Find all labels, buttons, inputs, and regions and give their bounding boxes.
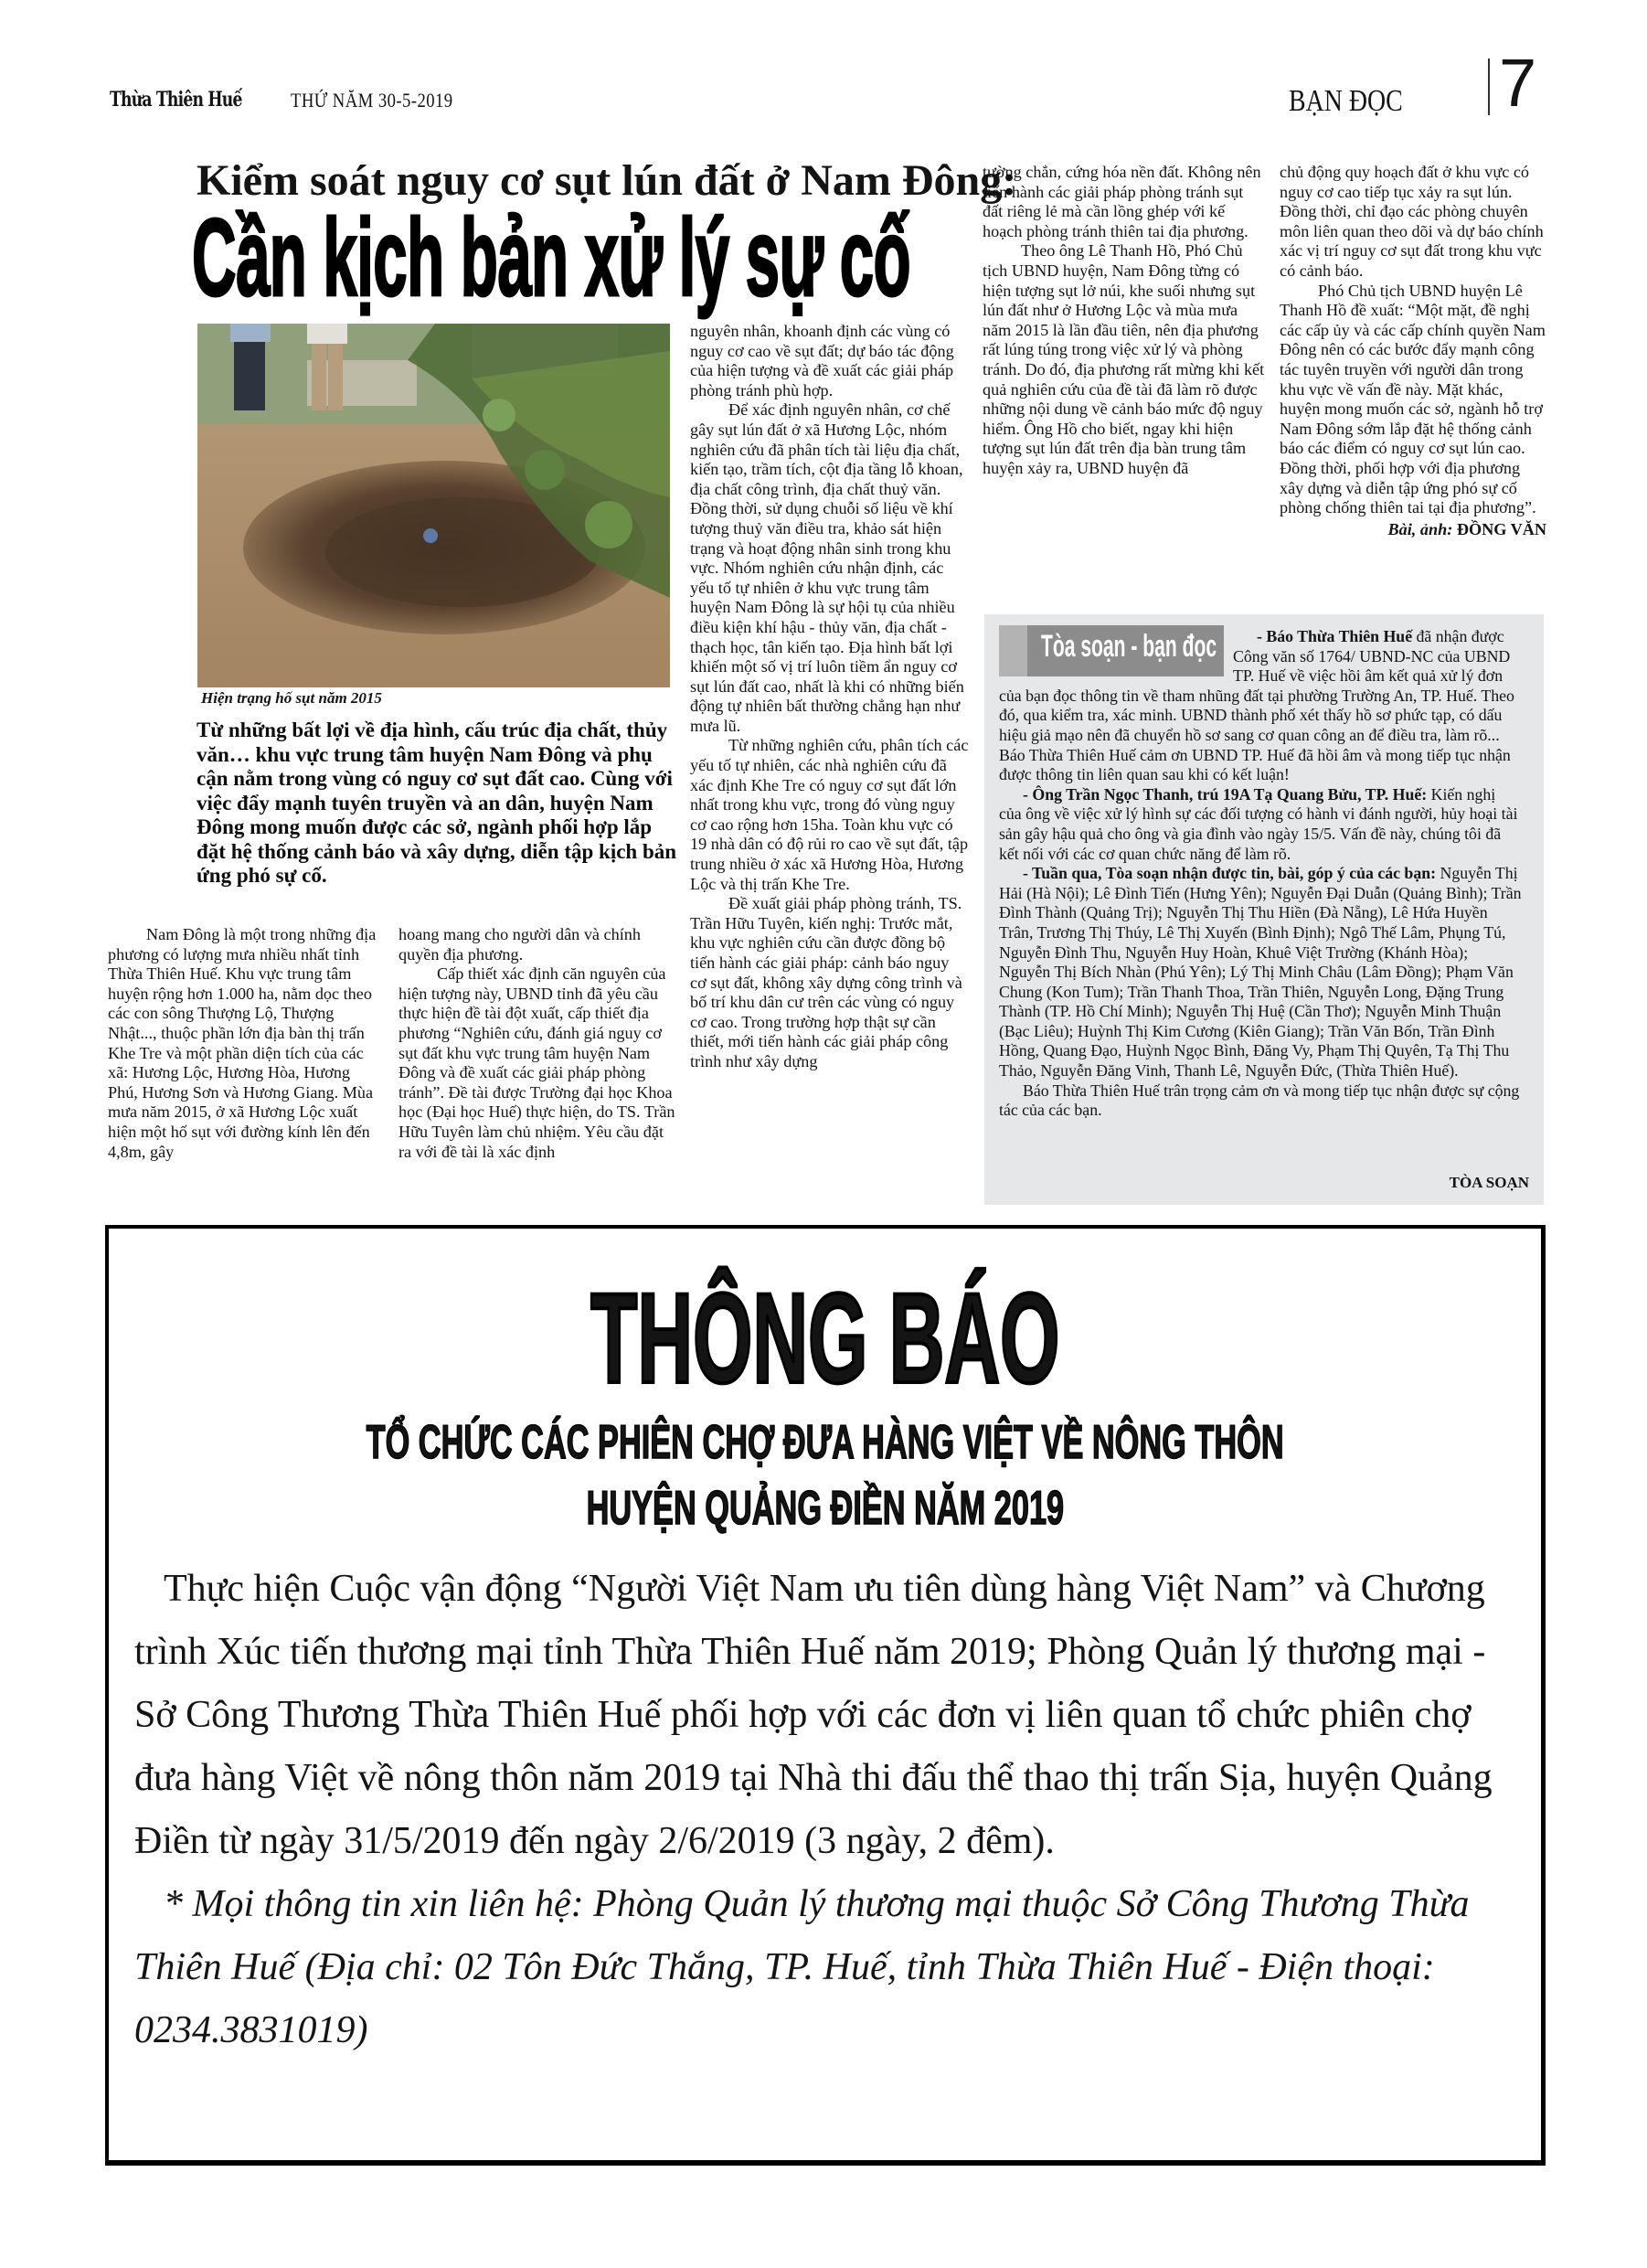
reader-item-text: Báo Thừa Thiên Huế trân trọng cảm ơn và mong tiếp tục nhận được sự cộng tác của các bạn. — [999, 1081, 1520, 1120]
reader-item-text: Kiến nghị của ông về việc xử lý hình sự các đối tượng có hành vi đánh người, hủy hoại tài sản gây hậu quả cho ông và gia đình vào ngày 15/5. Vấn đề này, chúng tôi đã kết nối với các cơ quan chức năng để làm rõ. — [999, 784, 1518, 863]
reader-item — [999, 1081, 1522, 1121]
notice-paragraph: Thực hiện Cuộc vận động “Người Việt Nam ưu tiên dùng hàng Việt Nam” và Chương trình Xúc tiến thương mại tỉnh Thừa Thiên Huế năm 2019; Phòng Quản lý thương mại - Sở Công Thương Thừa Thiên Huế phối hợp với các đơn vị liên quan tổ chức phiên chợ đưa hàng Việt về nông thôn năm 2019 tại Nhà thi đấu thể thao thị trấn Sịa, huyện Quảng Điền từ ngày 31/5/2019 đến ngày 2/6/2019 (3 ngày, 2 đêm). — [134, 1568, 1493, 1862]
paragraph: Để xác định nguyên nhân, cơ chế gây sụt lún đất ở xã Hương Lộc, nhóm nghiên cứu đã phân tích tài liệu địa chất, kiến tạo, trầm tích, cột địa tầng lỗ khoan, địa chất công trình, địa chất thuỷ văn. Đồng thời, sử dụng chuỗi số liệu về khí tượng thuỷ văn điều tra, khảo sát hiện trạng và hoạt động nhân sinh trong khu vực. Nhóm nghiên cứu nhận định, các yếu tố tự nhiên ở khu vực trung tâm huyện Nam Đông là sự hội tụ của nhiều điều kiện khí hậu - thủy văn, địa chất - thạch học, tân kiến tạo. Địa hình bất lợi khiến một số vị trí luôn tiềm ẩn nguy cơ sụt lún đất cao, nhất là khi có những biến động tự nhiên bất thường chẳng hạn như mưa lũ. — [690, 400, 964, 735]
photo-caption: Hiện trạng hố sụt năm 2015 — [201, 689, 382, 707]
body-column-1 — [108, 925, 384, 1162]
reader-box-title: Tòa soạn - bạn đọc — [1041, 629, 1217, 664]
paragraph: chủ động quy hoạch đất ở khu vực có nguy cơ cao tiếp tục xảy ra sụt lún. Đồng thời, chỉ đạo các phòng chuyên môn liên quan theo dõi và dự báo chính xác vị trí nguy cơ sụt đất trong khu vực có cảnh báo. — [1280, 163, 1544, 280]
reader-box-text — [999, 627, 1522, 1121]
reader-item — [999, 864, 1522, 1081]
section-name: BẠN ĐỌC — [1289, 84, 1403, 118]
paragraph: Từ những nghiên cứu, phân tích các yếu tố tự nhiên, các nhà nghiên cứu đã xác định Khe Tre có nguy cơ sụt đất lớn nhất trong khu vực, trong đó vùng nguy cơ cao rộng hơn 15ha. Toàn khu vực có 19 nhà dân có độ rủi ro cao về sụt đất, tập trung nhiều ở xác xã Hương Hòa, Hương Lộc và thị trấn Khe Tre. — [690, 736, 969, 893]
article-headline: Cần kịch bản xử lý sự cố — [192, 197, 911, 319]
paragraph: nguyên nhân, khoanh định các vùng có nguy cơ cao về sụt đất; dự báo tác động của hiện tượng và đề xuất các giải pháp phòng tránh phù hợp. — [690, 322, 954, 399]
reader-box-signature: TÒA SOẠN — [1449, 1174, 1529, 1191]
paragraph: Cấp thiết xác định căn nguyên của hiện tượng này, UBND tỉnh đã yêu cầu thực hiện đề tài đột xuất, cấp thiết địa phương “Nghiên cứu, đánh giá nguy cơ sụt đất khu vực trung tâm huyện Nam Đông và đề xuất các giải pháp phòng tránh”. Đề tài được Trường đại học Khoa học (Đại học Huế) thực hiện, do TS. Trần Hữu Tuyên làm chủ nhiệm. Yêu cầu đặt ra với đề tài là xác định — [398, 964, 675, 1161]
reader-item-lead: - Tuần qua, Tòa soạn nhận được tin, bài, góp ý của các bạn: — [1023, 864, 1437, 883]
byline-label: Bài, ảnh: — [1387, 519, 1453, 538]
paragraph: hoang mang cho người dân và chính quyền địa phương. — [398, 925, 641, 964]
paragraph: Nam Đông là một trong những địa phương có lượng mưa nhiều nhất tỉnh Thừa Thiên Huế. Khu vực trung tâm huyện rộng hơn 1.000 ha, nằm dọc theo các con sông Thượng Lộ, Thượng Nhật..., thuộc phần lớn địa bàn thị trấn Khe Tre và một phần diện tích của các xã: Hương Lộc, Hương Hòa, Hương Phú, Hương Sơn và Hương Giang. Mùa mưa năm 2015, ở xã Hương Lộc xuất hiện một hố sụt với đường kính lên đến 4,8m, gây — [108, 925, 377, 1161]
byline-name: ĐỒNG VĂN — [1456, 519, 1546, 538]
article-photo — [197, 324, 670, 687]
notice-subtitle-2-text: HUYỆN QUẢNG ĐIỀN NĂM 2019 — [586, 1482, 1064, 1535]
reader-item-text: Nguyễn Thị Hải (Hà Nội); Lê Đình Tiến (Hưng Yên); Nguyễn Đại Duẫn (Quảng Bình); Trần Đình Thành (Quảng Trị); Nguyễn Thị Thu Hiền (Đà Nẵng), Lê Hứa Huyền Trân, Trương Thị Thúy, Lê Thị Xuyến (Bình Định); Ngô Thế Lâm, Phụng Tú, Nguyễn Đình Thu, Nguyễn Huy Hoàn, Khuê Việt Trường (Khánh Hòa); Nguyễn Thị Bích Nhàn (Phú Yên); Lý Thị Minh Châu (Lâm Đồng); Phạm Văn Chung (Kon Tum); Trần Thanh Thoa, Trần Thiên, Nguyễn Long, Đặng Trung Thành (TP. Hồ Chí Minh); Nguyễn Thị Huệ (Cần Thơ); Nguyễn Minh Thuận (Bạc Liêu); Huỳnh Thị Kim Cương (Kiên Giang); Trần Văn Bốn, Trần Đình Hồng, Quang Đạo, Huỳnh Ngọc Bình, Đăng Vy, Phạm Thị Quyên, Tạ Thị Thu Thảo, Nguyễn Đăng Vinh, Thanh Lê, Nguyễn Đức, (Thừa Thiên Huế). — [999, 864, 1522, 1081]
reader-item-lead: - Báo Thừa Thiên Huế — [1257, 627, 1413, 645]
paragraph: Theo ông Lê Thanh Hồ, Phó Chủ tịch UBND huyện, Nam Đông từng có hiện tượng sụt lở núi, khe suối nhưng sụt lún đất như ở Hương Lộc và mùa mưa năm 2015 là lần đầu tiên, nên địa phương rất lúng túng trong việc xử lý và phòng tránh. Do đó, địa phương rất mừng khi kết quả nghiên cứu của đề tài đã làm rõ được những nội dung về cảnh báo mức độ nguy hiểm. Ông Hồ cho biết, ngay khi hiện tượng sụt lún đất trên địa bàn trung tâm huyện xảy ra, UBND huyện đã — [983, 241, 1265, 477]
photo-sinkhole-icon — [197, 324, 670, 687]
body-column-3 — [690, 322, 969, 1072]
body-column-2 — [398, 925, 676, 1162]
paragraph: Phó Chủ tịch UBND huyện Lê Thanh Hồ đề xuất: “Một mặt, đề nghị các cấp ủy và các cấp chính quyền Nam Đông nên có các bước đẩy mạnh công tác tuyên truyền với người dân trong khu vực về vấn đề này. Mặt khác, huyện mong muốn các sở, ngành hỗ trợ Nam Đông sớm lắp đặt hệ thống cảnh báo các điểm có nguy cơ sụt lún cao. Đồng thời, phối hợp với địa phương xây dựng và diễn tập ứng phó sự cố phòng chống thiên tai tại địa phương”. — [1280, 281, 1546, 517]
notice-subtitle-1-text: TỔ CHỨC CÁC PHIÊN CHỢ ĐƯA HÀNG VIỆT VỀ NÔNG THÔN — [366, 1416, 1284, 1469]
paragraph: Đề xuất giải pháp phòng tránh, TS. Trần Hữu Tuyên, kiến nghị: Trước mắt, khu vực nghiên cứu cần được đồng bộ tiến hành các giải pháp: cảnh báo nguy cơ sụt đất, không xây dựng công trình và bố trí khu dân cư trên các vùng có nguy cơ cao. Trong trường hợp thật sự cần thiết, mới tiến hành các giải pháp công trình như xây dựng — [690, 894, 962, 1070]
notice-subtitle-2 — [109, 1482, 1541, 1535]
notice-title — [109, 1266, 1541, 1410]
notice-box — [105, 1225, 1546, 2166]
body-column-4 — [983, 163, 1266, 479]
reader-mailbox — [984, 614, 1544, 1205]
notice-contact: * Mọi thông tin xin liên hệ: Phòng Quản lý thương mại thuộc Sở Công Thương Thừa Thiên Huế (Địa chỉ: 02 Tôn Đức Thắng, TP. Huế, tỉnh Thừa Thiên Huế - Điện thoại: 0234.3831019) — [134, 1883, 1470, 2051]
masthead: Thừa Thiên Huế — [110, 88, 242, 112]
paragraph: tường chắn, cứng hóa nền đất. Không nên tiến hành các giải pháp phòng tránh sụt đất riêng lẻ mà cần lồng ghép với kế hoạch phòng tránh thiên tai địa phương. — [983, 163, 1261, 240]
page-divider — [1488, 59, 1490, 115]
notice-title-text: THÔNG BÁO — [590, 1266, 1060, 1410]
notice-body — [134, 1558, 1514, 2062]
byline — [1280, 520, 1546, 540]
reader-item — [999, 785, 1522, 864]
reader-item-lead: - Ông Trần Ngọc Thanh, trú 19A Tạ Quang Bửu, TP. Huế: — [1023, 784, 1428, 804]
page-number: 7 — [1499, 45, 1537, 121]
body-column-5 — [1280, 163, 1546, 539]
article-kicker: Kiểm soát nguy cơ sụt lún đất ở Nam Đông: — [197, 156, 1017, 205]
reader-item-text: đã nhận được Công văn số 1764/ UBND-NC của UBND TP. Huế về việc hồi âm kết quả xử lý đơn của bạn đọc thông tin về tham nhũng đất tại phường Trường An, TP. Huế. Theo đó, qua kiểm tra, xác minh. UBND thành phố xét thấy hồ sơ phức tạp, có dấu hiệu giả mạo nên đã chuyển hồ sơ sang cơ quan công an để điều tra, làm rõ... Báo Thừa Thiên Huế cảm ơn UBND TP. Huế đã hồi âm và mong tiếp tục nhận được thông tin liên quan sau khi có kết luận! — [999, 627, 1514, 784]
issue-date: THỨ NĂM 30-5-2019 — [291, 89, 453, 112]
article-lead: Từ những bất lợi về địa hình, cấu trúc địa chất, thủy văn… khu vực trung tâm huyện Nam Đông và phụ cận nằm trong vùng có nguy cơ sụt đất cao. Cùng với việc đẩy mạnh tuyên truyền và an dân, huyện Nam Đông mong muốn được các sở, ngành phối hợp lắp đặt hệ thống cảnh báo và xây dựng, diễn tập kịch bản ứng phó sự cố. — [197, 719, 677, 887]
notice-subtitle-1 — [109, 1416, 1541, 1469]
label-spacer — [999, 627, 1233, 684]
